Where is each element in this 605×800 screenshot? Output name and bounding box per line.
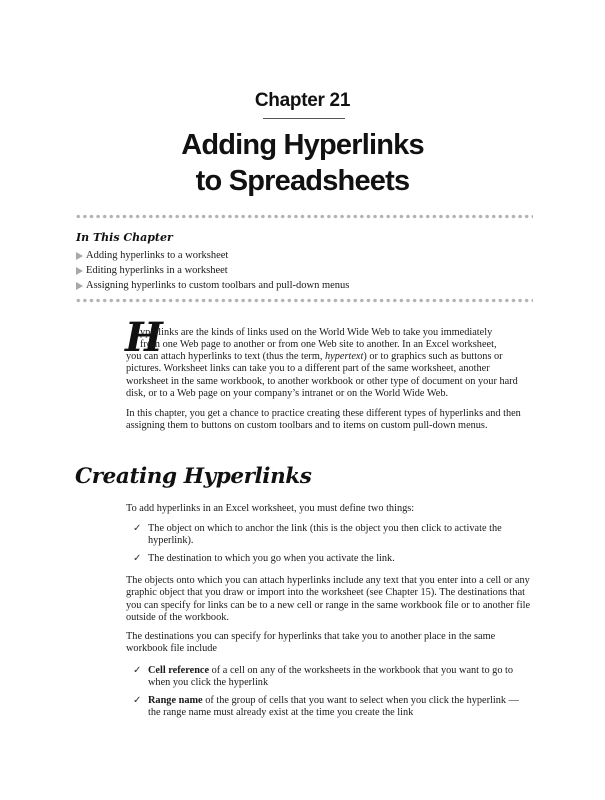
destinations-paragraph: The destinations you can specify for hyperlinks that take you to another place in the same workbook file include [126,631,496,655]
list-item: ✓ The object on which to anchor the link (this is the object you then click to activate the hyperlink). [133,523,502,547]
list-item: Assigning hyperlinks to custom toolbars and pull-down menus [76,278,349,293]
intro-line-1: yperlinks are the kinds of links used on the World Wide Web to take you immediately [140,327,493,338]
section-heading: Creating Hyperlinks [75,464,312,489]
checkmark-icon: ✓ [133,523,142,534]
chapter-title [0,127,605,199]
destinations-list [133,665,533,725]
checkmark-icon: ✓ [133,665,142,676]
drop-cap: H [125,314,163,361]
list-item: ✓ Range name of the group of cells that you want to select when you click the hyperlink — the range name must already exist at the time you create the link [133,694,519,719]
chapter-title-line-2: to Spreadsheets [195,165,410,197]
triangle-bullet-icon [76,282,83,290]
checkmark-icon: ✓ [133,552,142,564]
intro-paragraph-2: In this chapter, you get a chance to practice creating these different types of hyperlinks and then assigning them to buttons on custom toolbars and to items on custom pull-down menus. [126,408,521,432]
triangle-bullet-icon [76,267,83,275]
intro-line-2: from one Web page to another or from one Web site to another. In an Excel worksheet, [140,339,497,350]
list-item: ✓ The destination to which you go when you activate the link. [133,552,395,564]
list-item: Editing hyperlinks in a worksheet [76,263,349,278]
checkmark-icon: ✓ [133,694,142,706]
chapter-title-line-1: Adding Hyperlinks [181,129,424,161]
objects-paragraph: The objects onto which you can attach hyperlinks include any text that you enter into a cell or any graphic object that you draw or import into the worksheet (see Chapter 15). The destinations that you can specify for links can be to a new cell or range in the same workbook file or to another file outside of the workbook. [126,575,531,624]
section-lead: To add hyperlinks in an Excel worksheet, you must define two things: [126,503,415,514]
dotted-divider-top [75,214,533,219]
list-item: Adding hyperlinks to a worksheet [76,248,349,263]
triangle-bullet-icon [76,252,83,260]
things-list [133,523,533,570]
dotted-divider-bottom [75,298,533,303]
intro-paragraph-rest: you can attach hyperlinks to text (thus the term, hypertext) or to graphics such as buttons or pictures. Worksheet links can take you to a different part of the same worksheet, another worksheet in the same workbook, to another workbook or other type of document on your hard disk, or to a Web page on your company’s intranet or on the World Wide Web. [126,351,518,400]
chapter-label: Chapter 21 [254,90,351,111]
in-this-chapter-list [76,248,349,293]
chapter-rule [263,118,345,119]
in-this-chapter-heading: In This Chapter [76,231,173,244]
list-item: ✓ Cell reference of a cell on any of the worksheets in the workbook that you want to go to when you click the hyperlink [133,665,514,689]
